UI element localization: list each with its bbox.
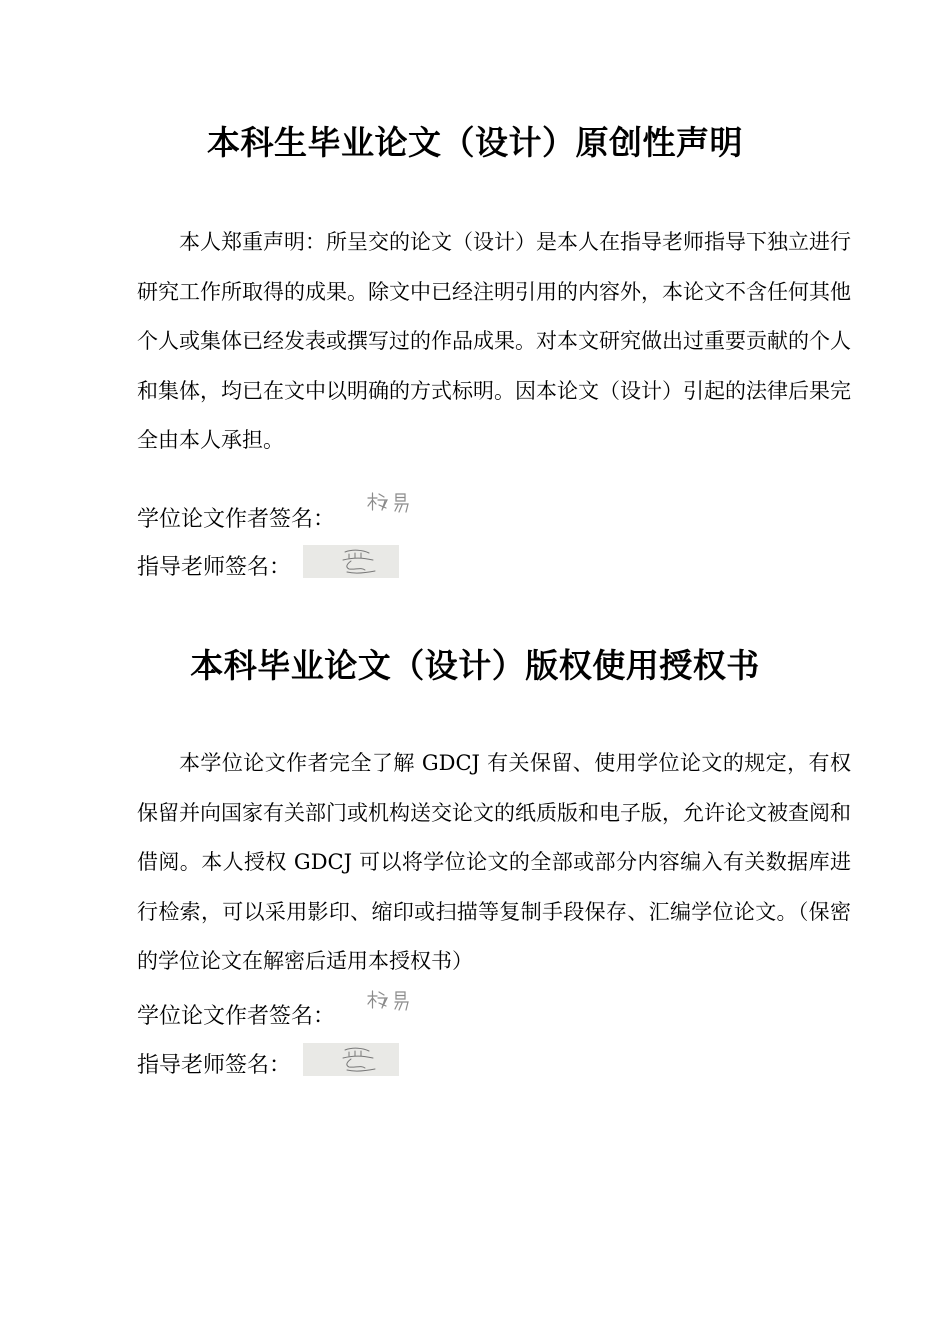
- authorization-author-signature-label: 学位论文作者签名：: [137, 1004, 336, 1029]
- declaration-body: 本人郑重声明：所呈交的论文（设计）是本人在指导老师指导下独立进行研究工作所取得的成果。除文中已经注明引用的内容外，本论文不含任何其他个人或集体已经发表或撰写过的作品成果。对本文研究做出过重要贡献的个人和集体，均已在文中以明确的方式标明。因本论文（设计）引起的法律后果完全由本人承担。: [137, 230, 851, 452]
- declaration-author-handwritten-signature: [364, 488, 416, 516]
- declaration-title: 本科生毕业论文（设计）原创性声明: [207, 123, 743, 162]
- declaration-advisor-signature-label: 指导老师签名：: [137, 555, 292, 580]
- declaration-author-signature-label: 学位论文作者签名：: [137, 507, 336, 532]
- authorization-advisor-signature-image: [303, 1043, 399, 1076]
- authorization-body: 本学位论文作者完全了解 GDCJ 有关保留、使用学位论文的规定，有权保留并向国家有关部门或机构送交论文的纸质版和电子版，允许论文被查阅和借阅。本人授权 GDCJ 可以将学位论文的全部或部分内容编入有关数据库进行检索，可以采用影印、缩印或扫描等复制手段保存、汇编学位论文。（保密的学位论文在解密后适用本授权书）: [137, 751, 851, 973]
- declaration-advisor-signature-image: [303, 545, 399, 578]
- authorization-title: 本科毕业论文（设计）版权使用授权书: [190, 646, 760, 685]
- authorization-author-handwritten-signature: [364, 986, 416, 1014]
- authorization-advisor-signature-label: 指导老师签名：: [137, 1053, 292, 1078]
